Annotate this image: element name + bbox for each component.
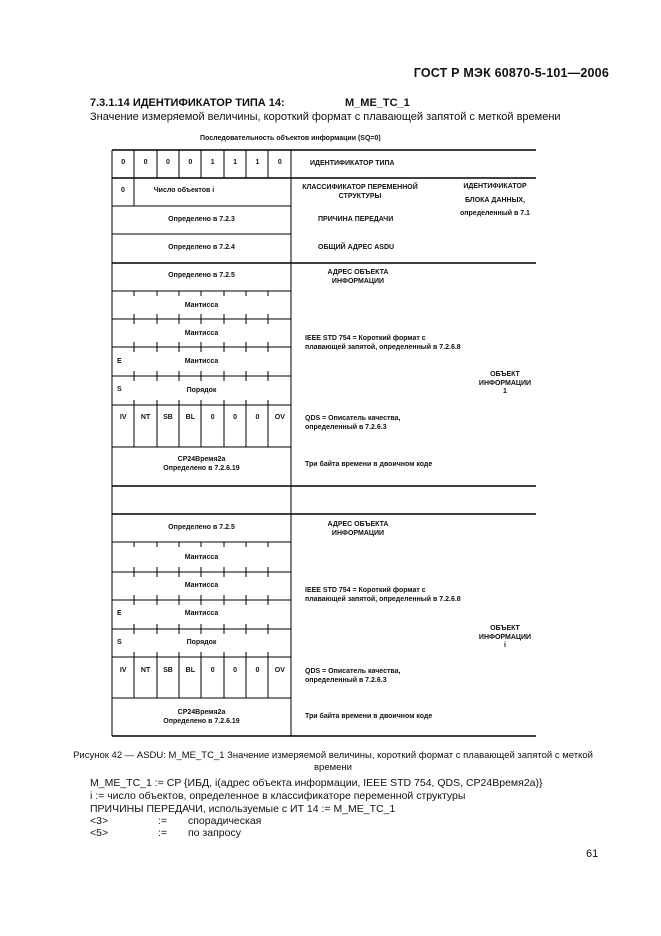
vsq-label: КЛАССИФИКАТОР ПЕРЕМЕННОЙ СТРУКТУРЫ (302, 184, 418, 200)
qds-bits-2 (112, 667, 291, 679)
bit: 1 (233, 159, 238, 166)
qds-bit: SB (163, 667, 173, 674)
qds-bit: IV (119, 667, 127, 674)
e-bit: E (117, 358, 122, 365)
mantissa-4: Мантисса (184, 554, 219, 561)
section-subtitle: Значение измеряемой величины, короткий формат с плавающей запятой с меткой времени (90, 111, 561, 123)
qds-bit: SB (163, 414, 173, 421)
type-id-label: ИДЕНТИФИКАТОР ТИПА (310, 160, 395, 167)
bit: 1 (210, 159, 215, 166)
asdu-label: ОБЩИЙ АДРЕС ASDU (318, 244, 395, 251)
bit: 0 (188, 159, 193, 166)
qds-bit: OV (274, 667, 285, 674)
qds-bit: NT (140, 414, 151, 421)
ioa-label-2: АДРЕС ОБЪЕКТА ИНФОРМАЦИИ (327, 521, 389, 537)
qds-bits (112, 414, 291, 426)
num-objects: Число объектов i (153, 187, 215, 194)
figure-caption: Рисунок 42 — ASDU: M_ME_TC_1 Значение измеряемой величины, короткий формат с плавающей запятой с меткой времени (73, 750, 593, 773)
time-def-2: Определено в 7.2.6.19 (163, 718, 240, 725)
object-label-1: ОБЪЕКТ ИНФОРМАЦИИ (478, 371, 532, 387)
time-name-1: CP24Время2а (177, 456, 226, 463)
definition-line: i := число объектов, определенное в классификаторе переменной структуры (90, 790, 466, 802)
bit: 0 (143, 159, 148, 166)
definition-line: M_ME_TC_1 := CP {ИБД, i(адрес объекта информации, IEEE STD 754, QDS, CP24Время2а)} (90, 777, 543, 789)
cot-label: ПРИЧИНА ПЕРЕДАЧИ (318, 216, 394, 223)
cause-desc: спорадическая (188, 815, 262, 827)
bit: 1 (255, 159, 260, 166)
exponent: Порядок (186, 387, 217, 394)
definition-line: ПРИЧИНЫ ПЕРЕДАЧИ, используемые с ИТ 14 := M_ME_TC_1 (90, 803, 396, 815)
asdu-def: Определено в 7.2.4 (168, 244, 235, 251)
ieee-label: IEEE STD 754 = Короткий формат с плавающей запятой, определенный в 7.2.6.8 (305, 335, 461, 351)
bit: 0 (121, 159, 126, 166)
bit: 0 (165, 159, 170, 166)
cot-def: Определено в 7.2.3 (168, 216, 235, 223)
section-title: 7.3.1.14 ИДЕНТИФИКАТОР ТИПА 14: (90, 97, 285, 109)
object-num-i: i (504, 642, 506, 649)
qds-bit: BL (185, 667, 195, 674)
qds-bit: IV (119, 414, 127, 421)
mantissa-1: Мантисса (184, 302, 219, 309)
document-header: ГОСТ Р МЭК 60870-5-101—2006 (413, 66, 609, 80)
page-number: 61 (586, 848, 599, 860)
sq-bit: 0 (121, 187, 125, 194)
s-bit: S (117, 386, 122, 393)
qds-bit: 0 (210, 667, 215, 674)
cause-code: <3> (90, 815, 109, 827)
mantissa-3: Мантисса (184, 358, 219, 365)
e-bit-2: E (117, 610, 122, 617)
dui-label: ИДЕНТИФИКАТОР БЛОКА ДАННЫХ, определенный в 7.1 (460, 183, 530, 217)
qds-bit: 0 (233, 667, 238, 674)
ioa-def-2: Определено в 7.2.5 (168, 524, 235, 531)
time-label-1: Три байта времени в двоичном коде (305, 461, 433, 468)
mantissa-5: Мантисса (184, 582, 219, 589)
cause-row (90, 815, 261, 827)
cause-op: := (158, 827, 168, 839)
qds-bit: 0 (233, 414, 238, 421)
qds-bit: BL (185, 414, 195, 421)
ioa-label: АДРЕС ОБЪЕКТА ИНФОРМАЦИИ (327, 269, 389, 285)
qds-label-2: QDS = Описатель качества, определенный в 7.2.6.3 (305, 668, 401, 684)
qds-bit: 0 (255, 414, 260, 421)
ioa-def: Определено в 7.2.5 (168, 272, 235, 279)
mantissa-2: Мантисса (184, 330, 219, 337)
type-id-bits (112, 159, 291, 171)
cause-op: := (158, 815, 168, 827)
exponent-2: Порядок (186, 639, 217, 646)
qds-bit: OV (274, 414, 285, 421)
bit: 0 (277, 159, 282, 166)
object-num-1: 1 (503, 388, 507, 395)
section-type-id: M_ME_TC_1 (345, 97, 410, 109)
ieee-label-2: IEEE STD 754 = Короткий формат с плавающей запятой, определенный в 7.2.6.8 (305, 587, 461, 603)
mantissa-6: Мантисса (184, 610, 219, 617)
time-def-1: Определено в 7.2.6.19 (163, 465, 240, 472)
figure-title: Последовательность объектов информации (SQ=0) (200, 135, 381, 142)
time-label-2: Три байта времени в двоичном коде (305, 713, 433, 720)
qds-bit: 0 (255, 667, 260, 674)
s-bit-2: S (117, 639, 122, 646)
cause-row (90, 827, 241, 839)
cause-code: <5> (90, 827, 109, 839)
time-name-2: CP24Время2а (177, 709, 226, 716)
cause-desc: по запросу (188, 827, 241, 839)
qds-bit: 0 (210, 414, 215, 421)
qds-label: QDS = Описатель качества, определенный в 7.2.6.3 (305, 415, 401, 431)
qds-bit: NT (140, 667, 151, 674)
object-label-i: ОБЪЕКТ ИНФОРМАЦИИ (478, 625, 532, 641)
